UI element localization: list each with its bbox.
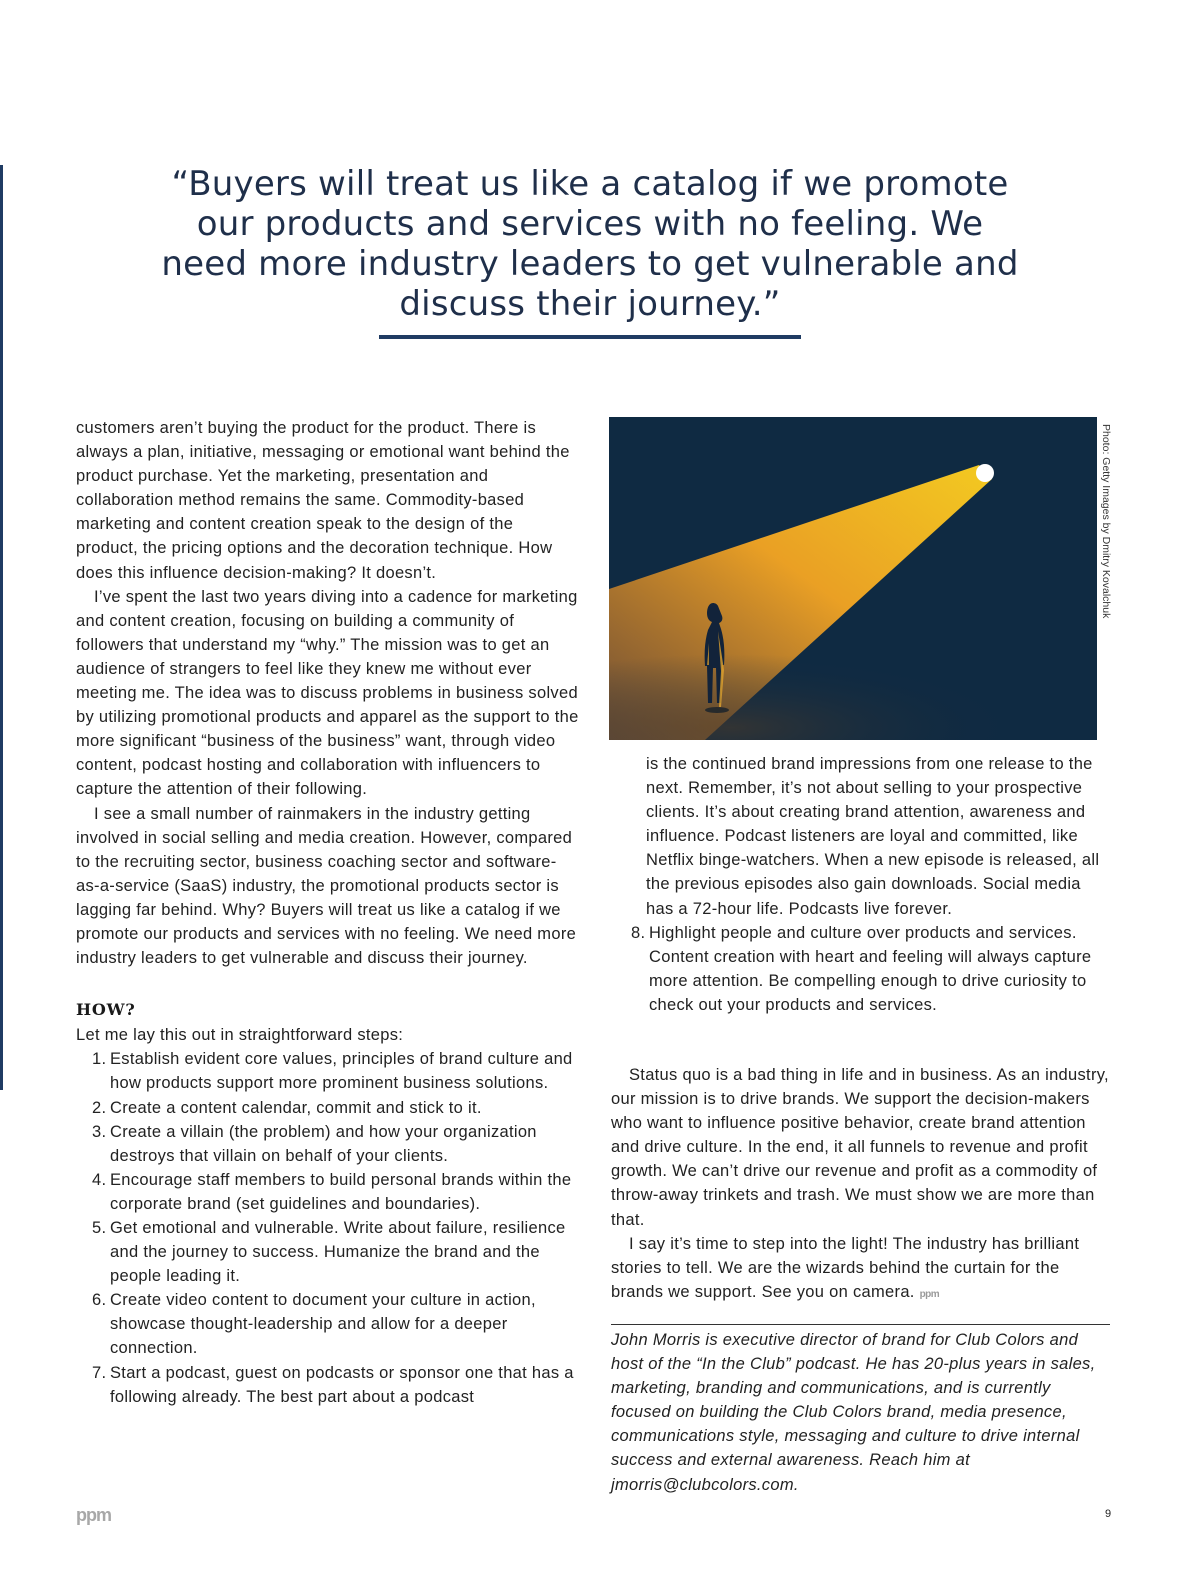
spotlight-photo: [609, 417, 1097, 740]
right-column-body: [611, 1063, 1111, 1307]
body-paragraph: Status quo is a bad thing in life and in business. As an industry, our mission is to drive brands. We support the decision-makers who want to influence positive behavior, create brand attention and drive culture. In the end, it all funnels to revenue and profit growth. We can’t drive our revenue and profit as a commodity of throw-away trinkets and trash. We must show we are more than that.: [611, 1066, 1109, 1229]
list-number: 5.: [92, 1219, 107, 1237]
list-number: 3.: [92, 1122, 107, 1141]
list-item-text: Create video content to document your culture in action, showcase thought-leadership and allow for a deeper connection.: [110, 1291, 536, 1358]
list-item-text: Create a content calendar, commit and stick to it.: [110, 1098, 482, 1117]
steps-list-continued: [611, 921, 1111, 1017]
list-item: [76, 1120, 580, 1168]
section-heading: HOW?: [76, 1000, 136, 1020]
closing-text: I say it’s time to step into the light! The industry has brilliant stories to tell. We are the wizards behind the curtain for the brands we support. See you on camera.: [611, 1234, 1080, 1301]
list-item-continued: is the continued brand impressions from one release to the next. Remember, it’s not about selling to your prospective clients. It’s about creating brand attention, awareness and influence. Podcast listeners are loyal and committed, like Netflix binge-watchers. When a new episode is released, all the previous episodes also gain downloads. Social media has a 72-hour life. Podcasts live forever.: [646, 755, 1100, 918]
list-item: [76, 1168, 580, 1216]
list-item-text: Create a villain (the problem) and how your organization destroys that villain on behalf of your clients.: [110, 1122, 537, 1165]
pull-quote: “Buyers will treat us like a catalog if we promote our products and services with no feeling. We need more industry leaders to get vulnerable and discuss their journey.”: [161, 164, 1019, 324]
spotlight-illustration: [609, 417, 1097, 740]
page-number: 9: [1105, 1508, 1112, 1520]
list-item: [76, 1096, 580, 1120]
list-item: [76, 1216, 580, 1288]
list-number: 7.: [92, 1363, 107, 1382]
list-item: [76, 1361, 580, 1409]
photo-credit-text: Photo: Getty Images by Dmitry Kovalchuk: [1100, 424, 1112, 619]
left-margin-rule: [0, 165, 3, 1090]
list-number: 8.: [631, 923, 646, 942]
list-item-text: Get emotional and vulnerable. Write about failure, resilience and the journey to success. Humanize the brand and the people leading it.: [110, 1219, 566, 1286]
left-column: [76, 416, 580, 1409]
photo-credit: [1099, 424, 1113, 624]
floor-glow: [609, 617, 1097, 740]
author-bio: John Morris is executive director of brand for Club Colors and host of the “In the Club” podcast. He has 20-plus years in sales, marketing, branding and communications, and is currently focused on building the Club Colors brand, media presence, communications style, messaging and culture to drive internal success and external awareness. Reach him at jmorris@clubcolors.com.: [611, 1331, 1096, 1494]
list-item-text: Encourage staff members to build personal brands within the corporate brand (set guidelines and boundaries).: [110, 1170, 572, 1213]
list-number: 1.: [92, 1050, 107, 1069]
body-paragraph: [611, 1232, 1111, 1307]
steps-list: [76, 1047, 580, 1408]
list-item-text: Highlight people and culture over products and services. Content creation with heart and feeling will always capture more attention. Be compelling enough to drive curiosity to check out your products and services.: [649, 923, 1092, 1014]
body-paragraph: I see a small number of rainmakers in the industry getting involved in social selling and media creation. However, compared to the recruiting sector, business coaching sector and software-as-a-service (SaaS) industry, the promotional products sector is lagging far behind. Why? Buyers will treat us like a catalog if we promote our products and services with no feeling. We need more industry leaders to get vulnerable and discuss their journey.: [76, 804, 577, 968]
spotlight-icon: [976, 464, 994, 482]
pull-quote-underline: [379, 335, 801, 339]
end-mark-logo: ppm: [919, 1288, 940, 1300]
list-intro: Let me lay this out in straightforward steps:: [76, 1026, 404, 1045]
bio-divider: [611, 1324, 1110, 1325]
right-column-list: [611, 752, 1111, 1017]
list-number: 4.: [92, 1170, 107, 1189]
body-paragraph: customers aren’t buying the product for the product. There is always a plan, initiative, messaging or emotional want behind the product purchase. Yet the marketing, presentation and collaboration method remains the same. Commodity-based marketing and content creation speak to the design of the product, the pricing options and the decoration technique. How does this influence decision-making? It doesn’t.: [76, 419, 570, 582]
list-item: [76, 1288, 580, 1360]
list-number: 2.: [92, 1098, 107, 1117]
footer-logo: ppm: [76, 1505, 111, 1525]
list-number: 6.: [92, 1291, 107, 1310]
list-item: [76, 1047, 580, 1095]
list-item-text: Establish evident core values, principles of brand culture and how products support more prominent business solutions.: [110, 1050, 573, 1093]
body-paragraph: I’ve spent the last two years diving into a cadence for marketing and content creation, focusing on building a community of followers that understand my “why.” The mission was to get an audience of strangers to feel like they knew me without ever meeting me. The idea was to discuss problems in business solved by utilizing promotional products and apparel as the support to the more significant “business of the business” want, through video content, podcast hosting and collaboration with influencers to capture the attention of their following.: [76, 587, 579, 799]
list-item-text: Start a podcast, guest on podcasts or sponsor one that has a following already. The best part about a podcast: [110, 1363, 574, 1406]
list-item: [611, 921, 1111, 1017]
